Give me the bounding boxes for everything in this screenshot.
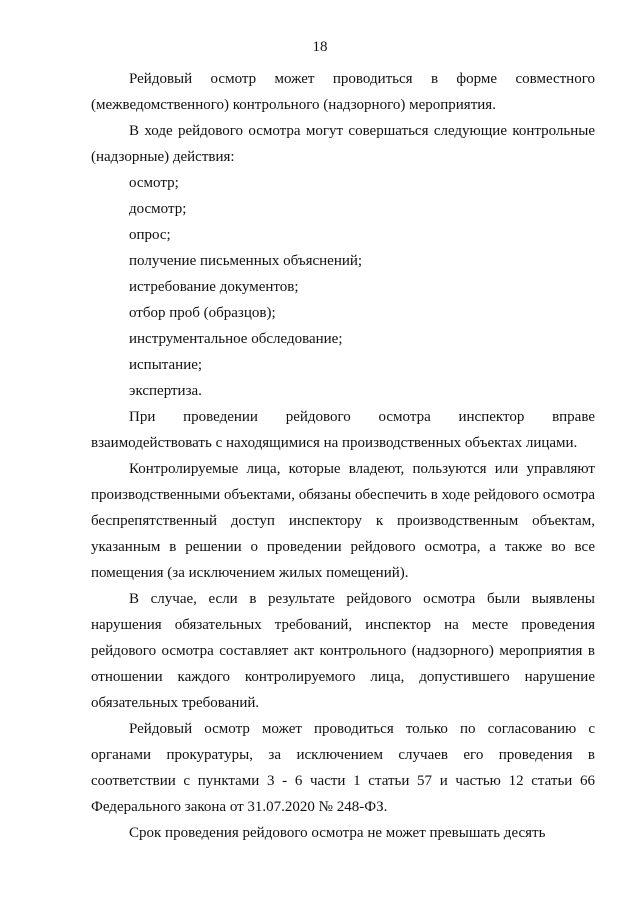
- list-item: осмотр;: [129, 175, 179, 191]
- paragraph-access-obligation: Контролируемые лица, которые владеют, пользуются или управляют производственными объектами, обязаны обеспечить в ходе рейдового осмотра беспрепятственный доступ инспектору к производственным объектам, указанным в решении о проведении рейдового осмотра, а также во все помещения (за исключением жилых помещений).: [91, 461, 595, 581]
- paragraph-violations-act: В случае, если в результате рейдового осмотра были выявлены нарушения обязательных требований, инспектор на месте проведения рейдового осмотра составляет акт контрольного (надзорного) мероприятия в отношении каждого контролируемого лица, допустившего нарушение обязательных требований.: [91, 591, 595, 711]
- paragraph-prosecutor-approval: Рейдовый осмотр может проводиться только по согласованию с органами прокуратуры, за исключением случаев его проведения в соответствии с пунктами 3 - 6 части 1 статьи 57 и частью 12 статьи 66 Федерального закона от 31.07.2020 № 248-ФЗ.: [91, 721, 595, 815]
- page-number: 18: [312, 39, 328, 55]
- list-item: досмотр;: [129, 201, 187, 217]
- document-body: [91, 66, 595, 846]
- list-item: истребование документов;: [129, 279, 299, 295]
- list-item: опрос;: [129, 227, 171, 243]
- paragraph-joint-inspection: Рейдовый осмотр может проводиться в форме совместного (межведомственного) контрольного (надзорного) мероприятия.: [91, 71, 595, 113]
- list-item: инструментальное обследование;: [129, 331, 343, 347]
- list-item: отбор проб (образцов);: [129, 305, 276, 321]
- list-item: экспертиза.: [129, 383, 202, 399]
- paragraph-inspector-interaction: При проведении рейдового осмотра инспектор вправе взаимодействовать с находящимися на производственных объектах лицами.: [91, 409, 595, 451]
- list-item: испытание;: [129, 357, 203, 373]
- paragraph-actions-intro: В ходе рейдового осмотра могут совершаться следующие контрольные (надзорные) действия:: [91, 123, 595, 165]
- list-item: получение письменных объяснений;: [129, 253, 363, 269]
- paragraph-duration: Срок проведения рейдового осмотра не может превышать десять: [129, 825, 546, 841]
